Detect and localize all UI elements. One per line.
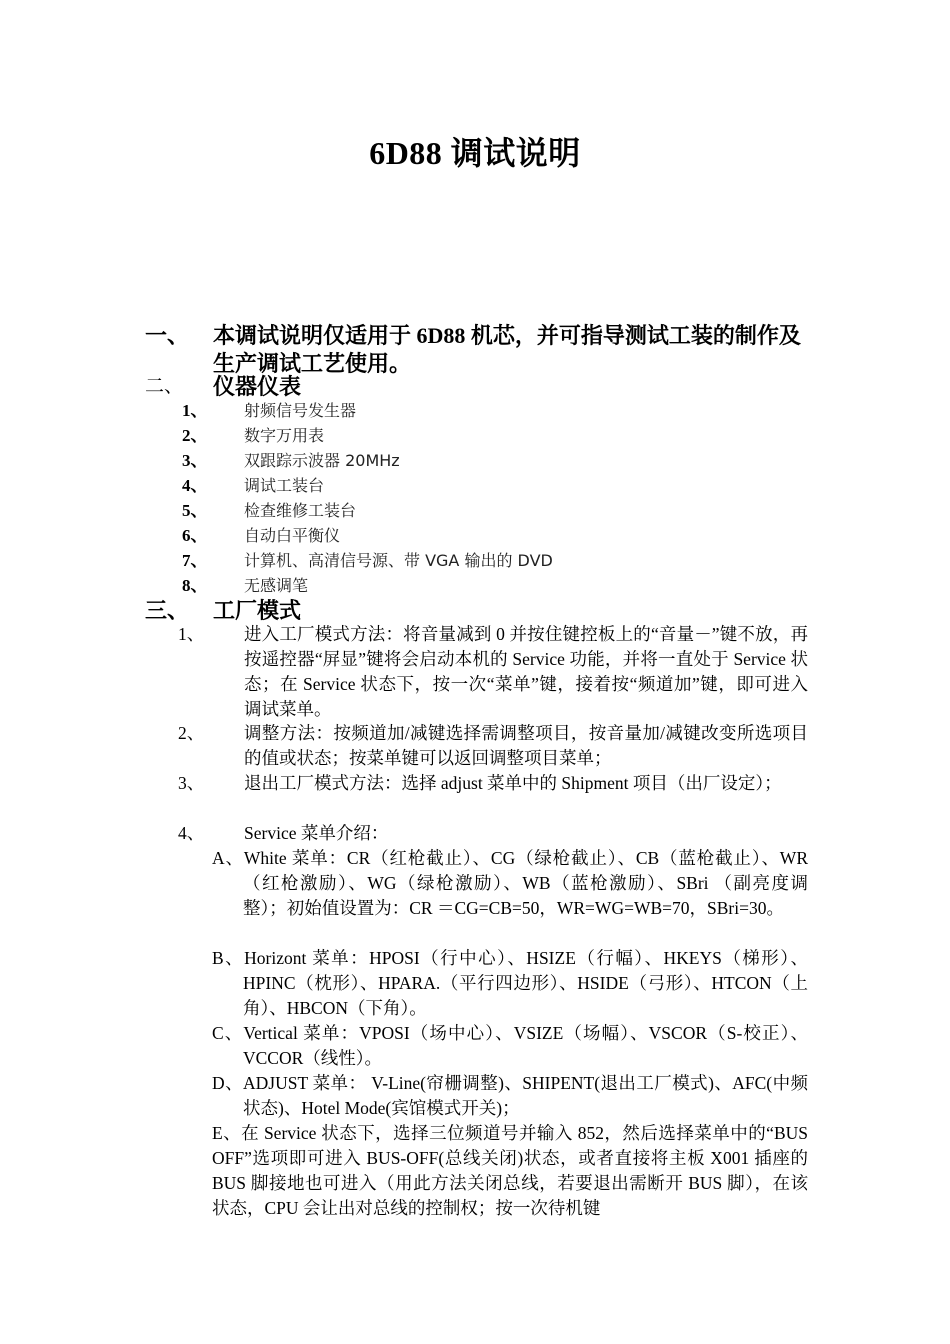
section-number: 一、 xyxy=(145,323,190,348)
list-item-text: 检查维修工装台 xyxy=(244,501,357,520)
list-item-text: 自动白平衡仪 xyxy=(244,526,341,545)
sub-item-text: B、Horizont 菜单：HPOSI（行中心）、HSIZE（行幅）、HKEYS（梯形）、HPINC（枕形）、HPARA.（平行四边形）、HSIDE（弓形）、HTCON（上角）、HBCON（下角）。 xyxy=(212,948,808,1018)
section-1 xyxy=(145,322,815,378)
list-item-number: 2、 xyxy=(182,426,208,445)
section-number: 三、 xyxy=(145,598,190,623)
list-item-number: 5、 xyxy=(182,501,208,520)
paragraph-number: 4、 xyxy=(178,823,205,843)
document-title: 6D88 调试说明 xyxy=(369,135,581,171)
paragraph-text: Service 菜单介绍： xyxy=(244,823,389,843)
section-heading: 仪器仪表 xyxy=(213,374,302,399)
list-item-text: 双跟踪示波器 20MHz xyxy=(244,451,400,470)
sub-item-text: A、White 菜单：CR（红枪截止）、CG（绿枪截止）、CB（蓝枪截止）、WR（红枪激励）、WG（绿枪激励）、WB（蓝枪激励）、SBri （副亮度调整）；初始值设置为：CR ＝CG=CB=50，WR=WG=WB=70，SBri=30。 xyxy=(212,848,808,918)
list-item-text: 无感调笔 xyxy=(244,576,309,595)
sub-item-bus-off xyxy=(212,1121,808,1221)
paragraph-item xyxy=(178,771,808,796)
section-heading: 工厂模式 xyxy=(213,598,302,623)
list-item xyxy=(182,448,812,473)
list-item xyxy=(182,498,812,523)
list-item-number: 1、 xyxy=(182,401,208,420)
list-item xyxy=(182,473,812,498)
list-item xyxy=(182,548,812,573)
sub-item-white xyxy=(212,846,808,921)
sub-item-adjust xyxy=(212,1071,808,1121)
section-number: 二、 xyxy=(145,376,184,397)
paragraph-text: 调整方法：按频道加/减键选择需调整项目，按音量加/减键改变所选项目的值或状态；按菜单键可以返回调整项目菜单； xyxy=(244,723,808,768)
list-item xyxy=(182,423,812,448)
section-heading: 本调试说明仅适用于 6D88 机芯，并可指导测试工装的制作及生产调试工艺使用。 xyxy=(213,323,801,376)
paragraph-text: 退出工厂模式方法：选择 adjust 菜单中的 Shipment 项目（出厂设定）； xyxy=(244,773,782,793)
section-2 xyxy=(145,373,815,401)
list-item-number: 3、 xyxy=(182,451,208,470)
paragraph-item xyxy=(178,821,808,846)
list-item xyxy=(182,398,812,423)
list-item-text: 调试工装台 xyxy=(244,476,325,495)
paragraph-number: 2、 xyxy=(178,723,205,743)
paragraph-item xyxy=(178,622,808,722)
sub-item-text: D、ADJUST 菜单： V-Line(帘栅调整)、SHIPENT(退出工厂模式)、AFC(中频状态)、Hotel Mode(宾馆模式开关)； xyxy=(212,1073,808,1118)
list-item-text: 射频信号发生器 xyxy=(244,401,357,420)
paragraph-number: 3、 xyxy=(178,773,205,793)
section-3 xyxy=(145,597,815,625)
sub-item-horizont xyxy=(212,946,808,1021)
sub-item-text: E、在 Service 状态下，选择三位频道号并输入 852，然后选择菜单中的“BUS OFF”选项即可进入 BUS-OFF(总线关闭)状态，或者直接将主板 X001 插座的 BUS 脚接地也可进入（用此方法关闭总线，若要退出需断开 BUS 脚），在该状态，CPU 会让出对总线的控制权；按一次待机键 xyxy=(212,1123,808,1218)
paragraph-text: 进入工厂模式方法：将音量减到 0 并按住键控板上的“音量－”键不放，再按遥控器“屏显”键将会启动本机的 Service 功能，并将一直处于 Service 状态；在 Service 状态下，按一次“菜单”键，接着按“频道加”键，即可进入调试菜单。 xyxy=(244,624,808,719)
list-item-number: 6、 xyxy=(182,526,208,545)
list-item-text: 计算机、高清信号源、带 VGA 输出的 DVD xyxy=(244,551,553,570)
list-item-number: 8、 xyxy=(182,576,208,595)
sub-item-vertical xyxy=(212,1021,808,1071)
list-item-text: 数字万用表 xyxy=(244,426,325,445)
list-item xyxy=(182,523,812,548)
sub-item-text: C、Vertical 菜单：VPOSI（场中心）、VSIZE（场幅）、VSCOR（S-校正）、VCCOR（线性）。 xyxy=(212,1023,808,1068)
list-item-number: 7、 xyxy=(182,551,208,570)
paragraph-number: 1、 xyxy=(178,624,205,644)
list-item-number: 4、 xyxy=(182,476,208,495)
list-item xyxy=(182,573,812,598)
paragraph-item xyxy=(178,721,808,771)
